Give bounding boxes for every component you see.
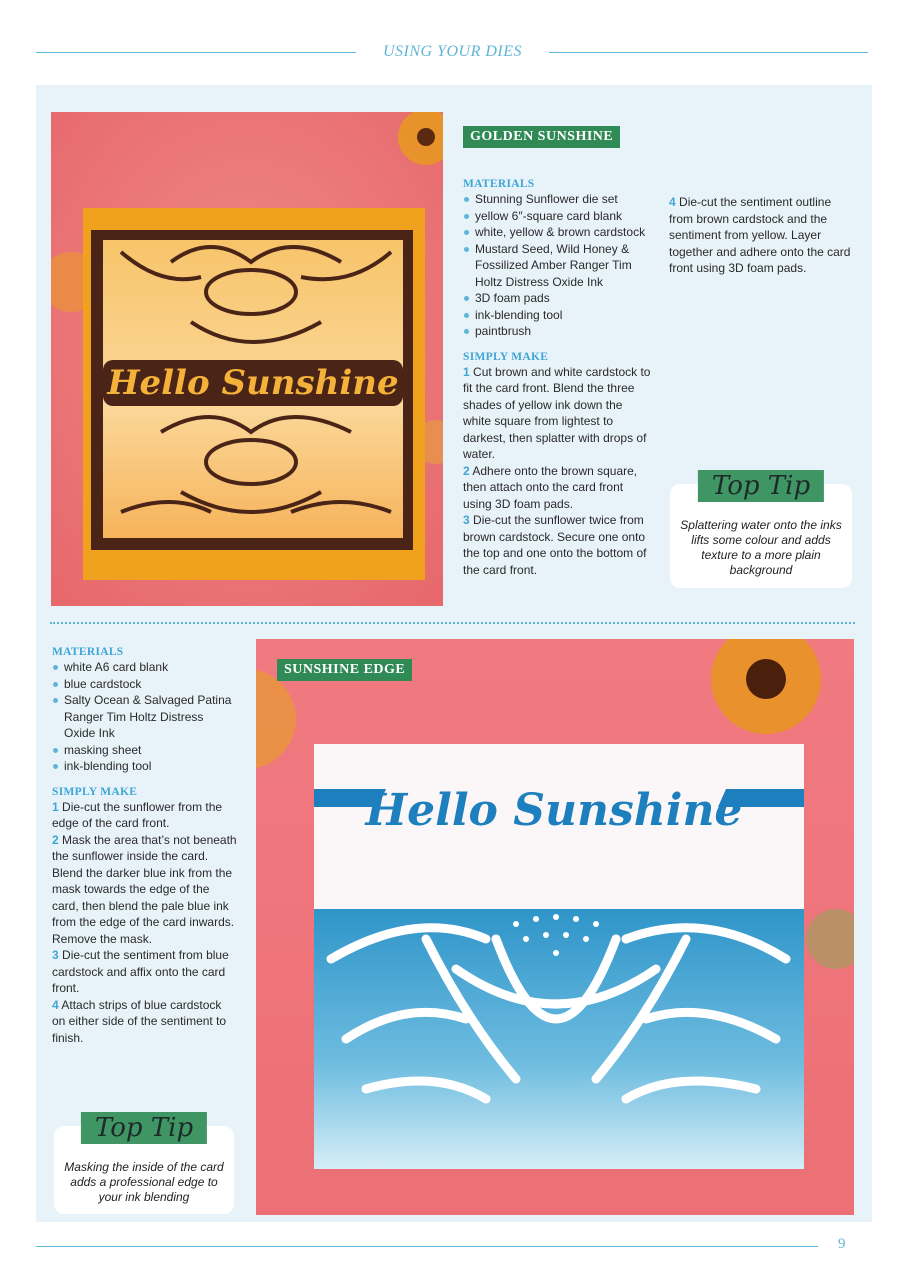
- golden-step-2: [463, 463, 653, 513]
- header-rule-left: [36, 52, 356, 53]
- golden-top-tip: [670, 471, 852, 588]
- list-item: white A6 card blank: [52, 659, 238, 676]
- edge-materials-column: [52, 645, 238, 1046]
- golden-step-1: [463, 364, 653, 463]
- header-rule-right: [549, 52, 868, 53]
- golden-step-3: [463, 512, 653, 578]
- step-number: 4: [669, 195, 676, 209]
- list-item: blue cardstock: [52, 676, 238, 693]
- tip-text: Splattering water onto the inks lifts some colour and adds texture to a more plain background: [680, 518, 842, 577]
- step-number: 2: [463, 463, 470, 478]
- golden-make-heading: SIMPLY MAKE: [463, 350, 549, 363]
- footer-rule: [36, 1246, 818, 1247]
- step-number: 4: [52, 997, 59, 1012]
- step-text: Attach strips of blue cardstock on either side of the sentiment to finish.: [52, 997, 227, 1045]
- step-number: 3: [463, 513, 470, 527]
- sunshine-edge-photo: [256, 639, 854, 1215]
- golden-step-4: [669, 194, 854, 277]
- step-text: Die-cut the sentiment from blue cardstock and affix onto the card front.: [52, 948, 229, 995]
- list-item: Salty Ocean & Salvaged Patina Ranger Tim Holtz Distress Oxide Ink: [52, 692, 238, 742]
- step-text: Die-cut the sunflower from the edge of the card front.: [52, 799, 223, 830]
- golden-sunshine-photo: [51, 112, 443, 606]
- section-title: USING YOUR DIES: [382, 43, 523, 60]
- edge-step-4: [52, 997, 238, 1047]
- step-text: Adhere onto the brown square, then attach onto the card front using 3D foam pads.: [463, 463, 638, 511]
- edge-card-sentiment: Hello Sunshine: [365, 785, 743, 836]
- golden-sunshine-badge: GOLDEN SUNSHINE: [463, 126, 620, 148]
- step-text: Mask the area that’s not beneath the sunflower inside the card. Blend the darker blue ink from the mask towards the edge of the card, then blend the pale blue ink from the edge of the card inwards. Remove the mask.: [52, 832, 237, 946]
- step-text: Die-cut the sentiment outline from brown cardstock and the sentiment from yellow. Layer together and adhere onto the card front using 3D foam pads.: [669, 195, 851, 275]
- golden-materials-column: [463, 177, 653, 578]
- list-item: paintbrush: [463, 323, 653, 340]
- edge-step-1: [52, 799, 238, 832]
- step-number: 3: [52, 948, 59, 962]
- tip-title: Top Tip: [81, 1112, 207, 1144]
- list-item: ink-blending tool: [463, 307, 653, 324]
- step-number: 2: [52, 832, 59, 847]
- step-number: 1: [52, 799, 59, 814]
- list-item: white, yellow & brown cardstock: [463, 224, 653, 241]
- edge-materials-heading: MATERIALS: [52, 646, 124, 658]
- tip-text: Masking the inside of the card adds a professional edge to your ink blending: [64, 1160, 224, 1204]
- step-text: Die-cut the sunflower twice from brown cardstock. Secure one onto the top and one onto the bottom of the card front.: [463, 513, 647, 577]
- golden-step4-column: [669, 194, 854, 277]
- page-number: 9: [838, 1236, 846, 1252]
- golden-card-sentiment: Hello Sunshine: [107, 363, 399, 403]
- golden-materials-heading: MATERIALS: [463, 178, 535, 190]
- edge-top-tip: [54, 1113, 234, 1214]
- step-text: Cut brown and white cardstock to fit the card front. Blend the three shades of yellow ink down the white square from lightest to darkest, then splatter with drops of water.: [463, 364, 651, 461]
- section-divider: [50, 622, 855, 624]
- list-item: ink-blending tool: [52, 758, 238, 775]
- step-number: 1: [463, 364, 470, 379]
- list-item: Mustard Seed, Wild Honey & Fossilized Amber Ranger Tim Holtz Distress Oxide Ink: [463, 241, 653, 291]
- tip-title: Top Tip: [698, 470, 824, 502]
- edge-make-heading: SIMPLY MAKE: [52, 785, 138, 798]
- list-item: yellow 6″-square card blank: [463, 208, 653, 225]
- list-item: 3D foam pads: [463, 290, 653, 307]
- edge-materials-list: [52, 659, 238, 775]
- sunshine-edge-badge: SUNSHINE EDGE: [277, 659, 412, 681]
- list-item: Stunning Sunflower die set: [463, 191, 653, 208]
- golden-materials-list: [463, 191, 653, 340]
- edge-step-3: [52, 947, 238, 997]
- edge-step-2: [52, 832, 238, 948]
- list-item: masking sheet: [52, 742, 238, 759]
